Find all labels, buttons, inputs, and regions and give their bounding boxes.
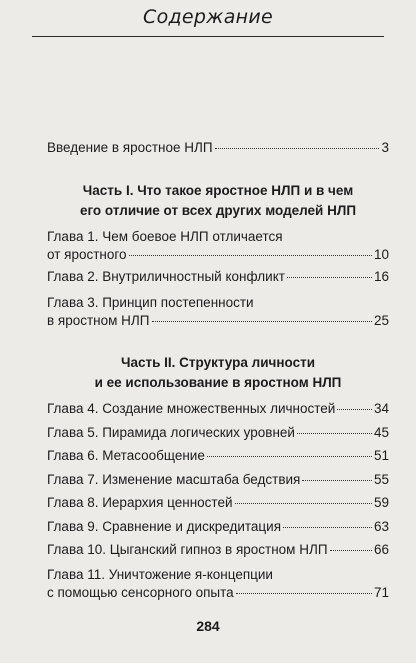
dot-leader — [283, 527, 372, 528]
toc-entry-chapter-9 — [47, 518, 389, 536]
toc-entry-page: 25 — [373, 313, 389, 328]
toc-entry-page: 45 — [373, 425, 389, 440]
toc-entry-page: 71 — [373, 585, 389, 600]
toc-entry-chapter-11 — [47, 566, 389, 602]
toc-entry-chapter-1 — [47, 228, 389, 264]
toc-entry-chapter-7 — [47, 471, 389, 489]
toc-entry-chapter-5 — [47, 424, 389, 442]
toc-entry-title: Глава 3. Принцип постепенности — [47, 295, 254, 310]
page-number: 284 — [196, 618, 220, 634]
toc-entry-title-cont: от яростного — [47, 247, 127, 262]
part-title-line: Часть II. Структура личности — [121, 355, 315, 370]
dot-leader — [235, 503, 372, 504]
part-title-line: Часть I. Что такое яростное НЛП и в чем — [82, 183, 354, 198]
toc-entry-intro — [47, 139, 389, 157]
toc-entry-page: 34 — [373, 401, 389, 416]
toc-entry-title: Глава 1. Чем боевое НЛП отличается — [47, 229, 283, 244]
dot-leader — [129, 255, 372, 256]
dot-leader — [297, 433, 372, 434]
page-title: Содержание — [143, 6, 273, 28]
dot-leader — [152, 321, 372, 322]
toc-entry-title-cont: с помощью сенсорного опыта — [47, 585, 234, 600]
part-title-line: его отличие от всех других моделей НЛП — [79, 203, 357, 218]
part-2-heading — [47, 353, 389, 393]
toc-entry-title: Глава 7. Изменение масштаба бедствия — [47, 472, 301, 487]
toc-entry-chapter-10 — [47, 541, 389, 559]
toc-entry-page: 16 — [373, 269, 389, 284]
part-title-line: и ее использование в яростном НЛП — [94, 375, 342, 390]
dot-leader — [302, 480, 372, 481]
dot-leader — [236, 593, 372, 594]
toc-entry-title: Глава 6. Метасообщение — [47, 448, 205, 463]
toc-entry-chapter-4 — [47, 400, 389, 418]
toc-entry-page: 10 — [373, 247, 389, 262]
dot-leader — [207, 456, 372, 457]
toc-entry-title-cont: в яростном НЛП — [47, 313, 150, 328]
toc-entry-page: 55 — [373, 472, 389, 487]
part-1-heading — [47, 181, 389, 221]
toc-entry-title: Введение в яростное НЛП — [47, 140, 213, 155]
toc-entry-chapter-6 — [47, 447, 389, 465]
toc-entry-page: 66 — [373, 542, 389, 557]
toc-entry-page: 59 — [373, 495, 389, 510]
dot-leader — [330, 550, 372, 551]
toc-entry-page: 63 — [373, 519, 389, 534]
toc-entry-title: Глава 11. Уничтожение я-концепции — [47, 567, 273, 582]
dot-leader — [215, 148, 380, 149]
toc-entry-title: Глава 8. Иерархия ценностей — [47, 495, 233, 510]
toc-entry-title: Глава 10. Цыганский гипноз в яростном НЛП — [47, 542, 328, 557]
header-divider — [32, 36, 384, 37]
toc-entry-page: 3 — [381, 140, 389, 155]
toc-entry-page: 51 — [373, 448, 389, 463]
toc-entry-title: Глава 2. Внутриличностный конфликт — [47, 269, 285, 284]
dot-leader — [337, 409, 372, 410]
dot-leader — [287, 277, 372, 278]
toc-entry-title: Глава 4. Создание множественных личностей — [47, 401, 336, 416]
toc-entry-chapter-8 — [47, 494, 389, 512]
toc-entry-title: Глава 5. Пирамида логических уровней — [47, 425, 295, 440]
toc-entry-chapter-2 — [47, 268, 389, 286]
toc-entry-title: Глава 9. Сравнение и дискредитация — [47, 519, 282, 534]
toc-entry-chapter-3 — [47, 294, 389, 330]
